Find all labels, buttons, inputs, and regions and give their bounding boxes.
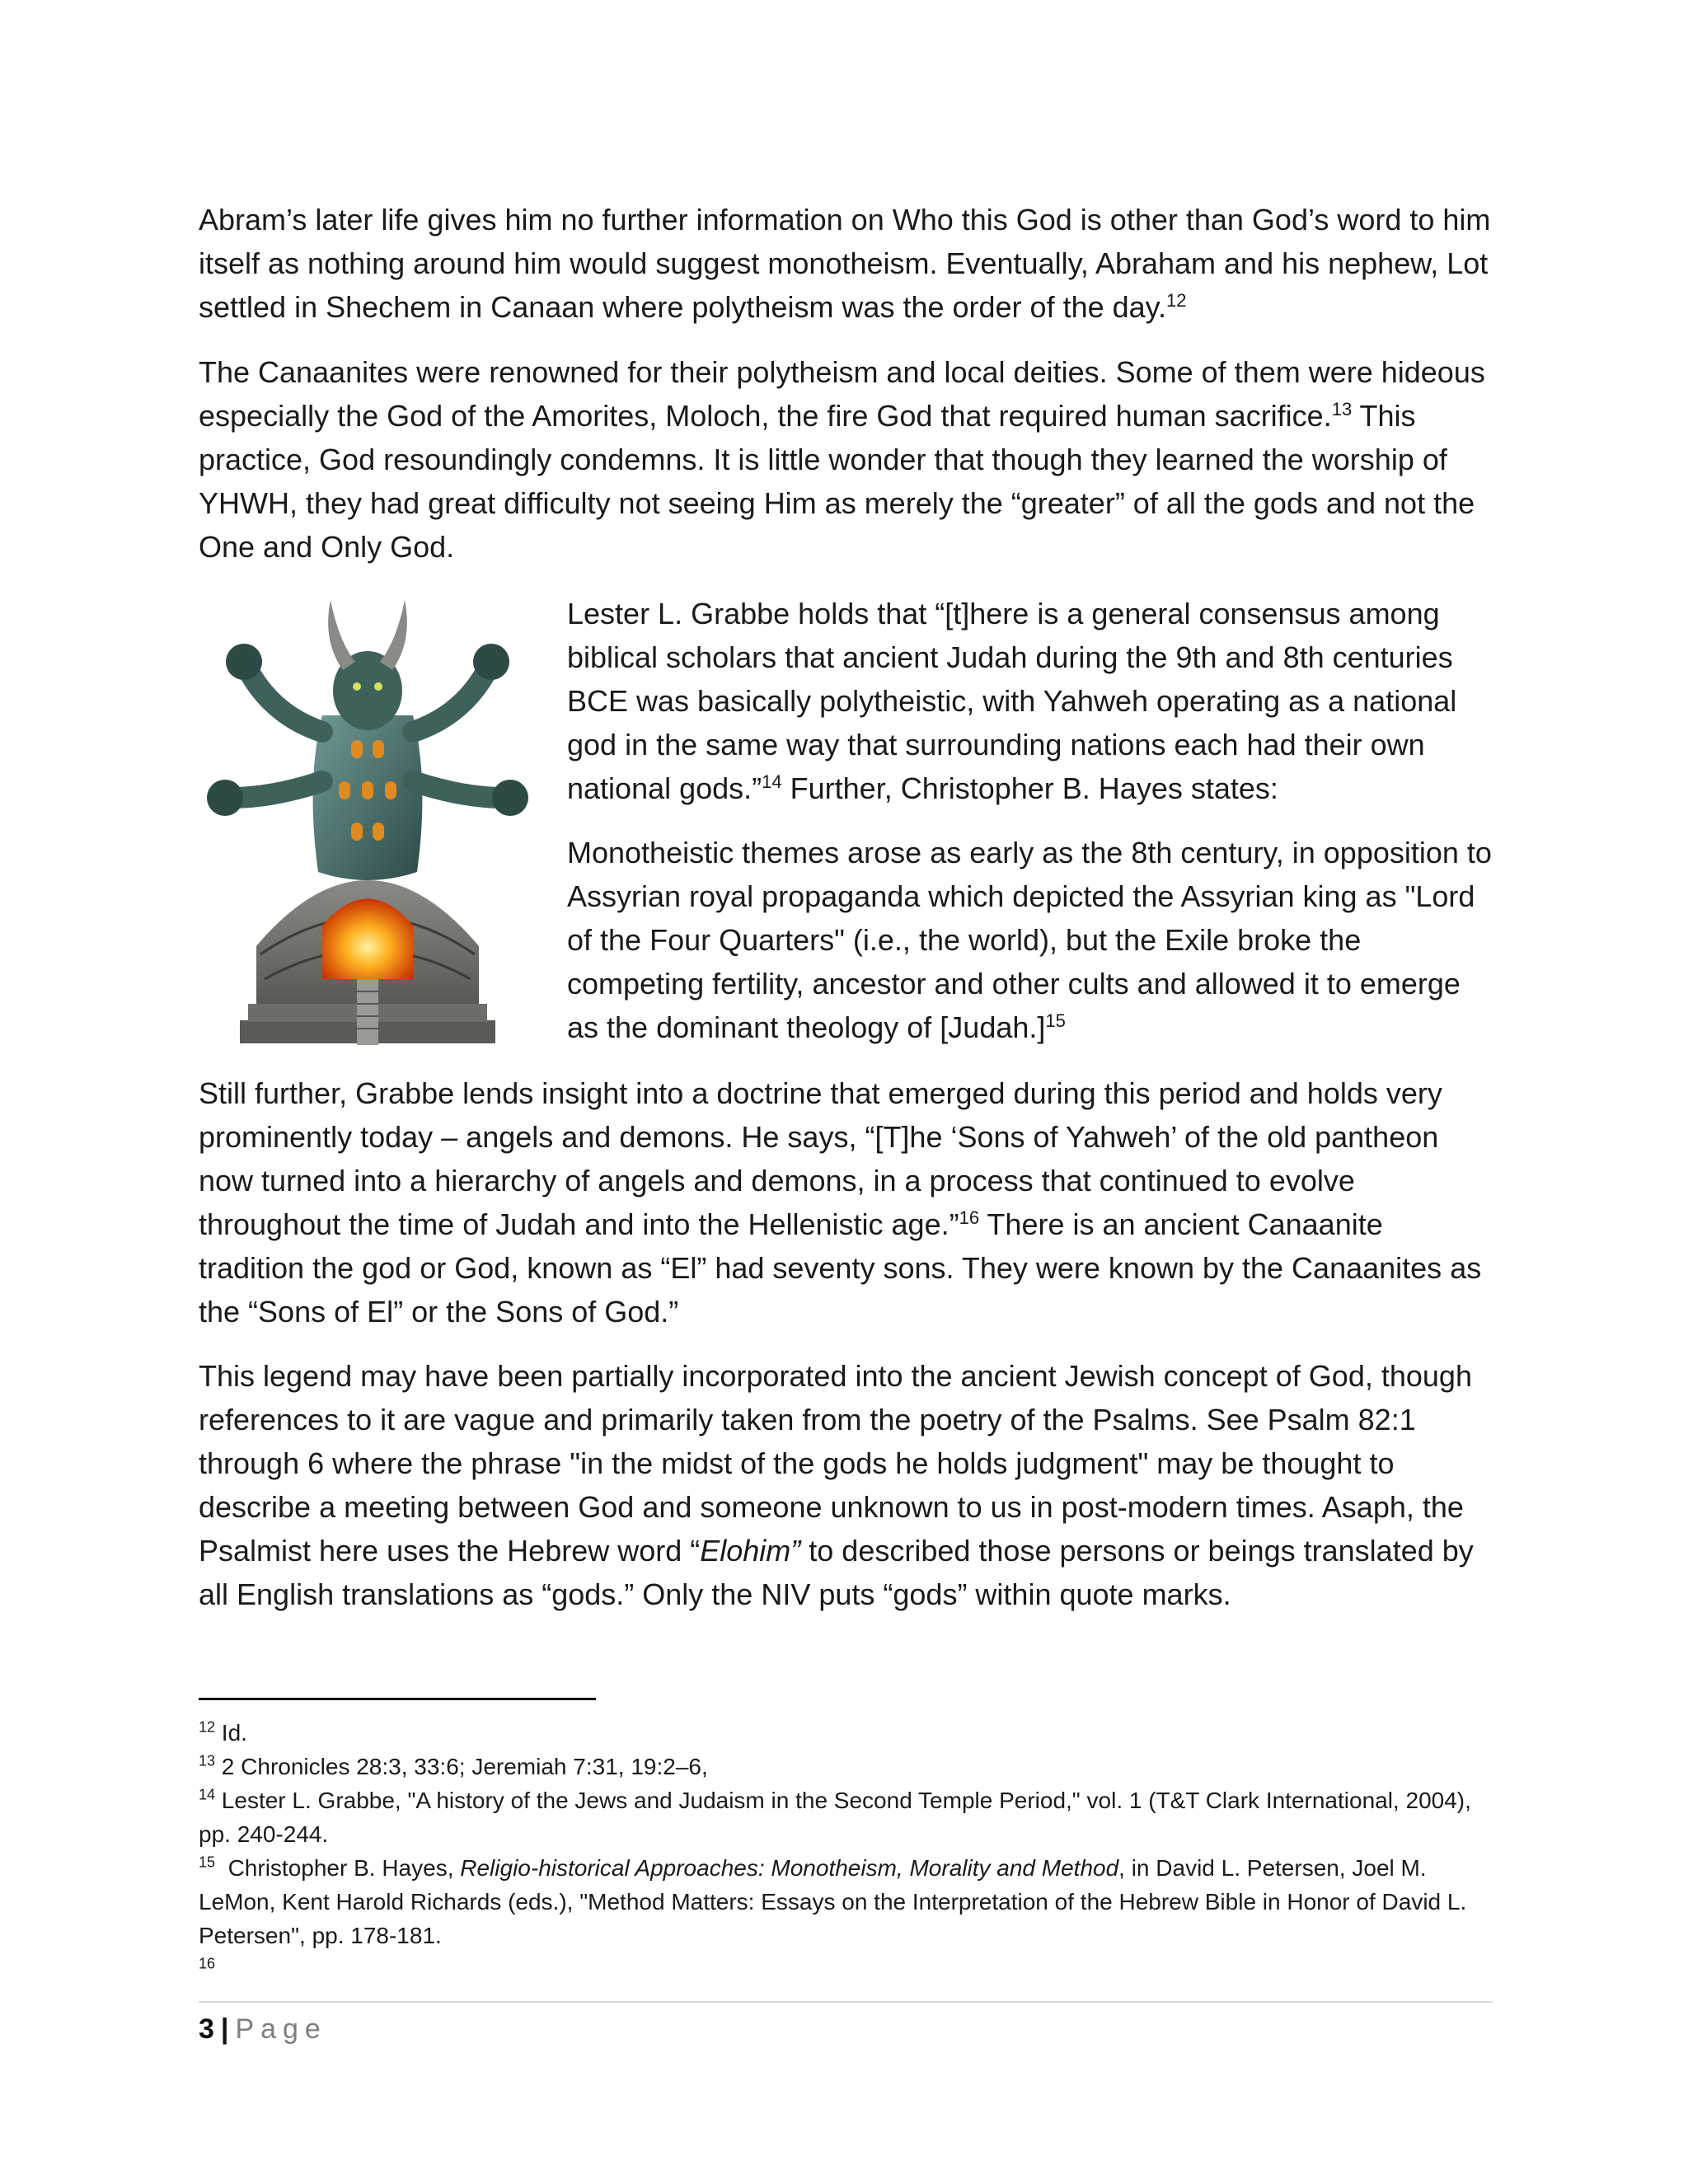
footnote-number: 15 [199,1854,216,1871]
moloch-idol-image [199,592,537,1053]
footnote-15 [199,1851,1493,1952]
paragraph-text: Further, Christopher B. Hayes states: [781,771,1278,805]
footnote-12 [199,1716,1493,1750]
paragraph-text: The Canaanites were renowned for their polytheism and local deities. Some of them were hideous especially the God of the Amorites, Moloch, the fire God that required human sacrifice. [199,355,1485,433]
footnote-separator [199,1698,596,1700]
italic-term: Elohim” [700,1534,801,1568]
footnote-text: Christopher B. Hayes, [215,1855,461,1881]
page-number: 3 [199,2013,214,2045]
paragraph-text: Abram’s later life gives him no further information on Who this God is other than God’s word to him itself as nothing around him would suggest monotheism. Eventually, Abraham and his nephew, Lot settled in Shechem in Canaan where polytheism was the order of the day. [199,203,1491,324]
grabbe-hayes-text [567,592,1493,1049]
footer-rule [199,2001,1493,2003]
footnote-text: , in David L. Petersen, Joel M. LeMon, Kent Harold Richards (eds.), "Method Matters: Essays on the Interpretation of the Hebrew Bible in Honor of David L. Petersen", pp. 178-181. [199,1855,1467,1948]
footnote-ref-15[interactable]: 15 [1045,1010,1066,1031]
quote-text: Monotheistic themes arose as early as the 8th century, in opposition to Assyrian royal propaganda which depicted the Assyrian king as "Lord of the Four Quarters" (i.e., the world), but the Exile broke the competing fertility, ancestor and other cults and allowed it to emerge as the dominant theology of [Judah.] [567,836,1492,1044]
footnote-number: 12 [199,1718,216,1736]
paragraph-text: Lester L. Grabbe holds that “[t]here is a general consensus among biblical scholars that ancient Judah during the 9th and 8th centuries BCE was basically polytheistic, with Yahweh operating as a national god in the same way that surrounding nations each had their own national gods.” [567,597,1457,805]
footnotes [199,1716,1493,1986]
footnote-text: 2 Chronicles 28:3, 33:6; Jeremiah 7:31, 19:2–6, [215,1754,708,1779]
hayes-quote [567,831,1493,1049]
paragraph-text: Still further, Grabbe lends insight into a doctrine that emerged during this period and holds very prominently today – angels and demons. He says, “[T]he ‘Sons of Yahweh’ of the old pantheon now turned into a hierarchy of angels and demons, in a process that continued to evolve throughout the time of Judah and into the Hellenistic age.” [199,1076,1442,1241]
footnote-number: 16 [199,1955,216,1972]
footnote-text: Id. [215,1720,247,1746]
footnote-ref-14[interactable]: 14 [762,771,782,792]
footnote-ref-13[interactable]: 13 [1331,399,1353,419]
footnote-ref-12[interactable]: 12 [1166,290,1187,311]
paragraph-canaanites [199,350,1493,569]
footer-separator: | [220,2013,229,2045]
footnote-16 [199,1952,1493,1986]
footnote-text: Lester L. Grabbe, "A history of the Jews and Judaism in the Second Temple Period," vol. 1 (T&T Clark International, 2004), pp. 240-244. [199,1788,1471,1847]
paragraph-abram [199,198,1493,329]
footnote-number: 13 [199,1752,216,1769]
footnote-italic-title: Religio-historical Approaches: Monotheism, Morality and Method [460,1855,1119,1881]
footnote-number: 14 [199,1786,216,1803]
footnote-14 [199,1783,1493,1851]
paragraph-text: This legend may have been partially incorporated into the ancient Jewish concept of God, though references to it are vague and primarily taken from the poetry of the Psalms. See Psalm 82:1 through 6 where the phrase "in the midst of the gods he holds judgment" may be thought to describe a meeting between God and someone unknown to us in post-modern times. Asaph, the Psalmist here uses the Hebrew word “ [199,1359,1472,1568]
paragraph-text: There is an ancient Canaanite tradition the god or God, known as “El” had seventy sons. They were known by the Canaanites as the “Sons of El” or the Sons of God.” [199,1207,1482,1329]
footnote-13 [199,1750,1493,1783]
paragraph-text: This practice, God resoundingly condemns. It is little wonder that though they learned the worship of YHWH, they had great difficulty not seeing Him as merely the “greater” of all the gods and not the One and Only God. [199,399,1475,564]
page-label: Page [235,2013,327,2045]
paragraph-text: to described those persons or beings translated by all English translations as “gods.” Only the NIV puts “gods” within quote marks. [199,1534,1474,1611]
paragraph-legend [199,1354,1493,1616]
paragraph-angels-demons [199,1071,1493,1333]
paragraph-grabbe [567,592,1493,810]
footnote-ref-16[interactable]: 16 [959,1207,980,1228]
page-footer [199,2009,327,2049]
